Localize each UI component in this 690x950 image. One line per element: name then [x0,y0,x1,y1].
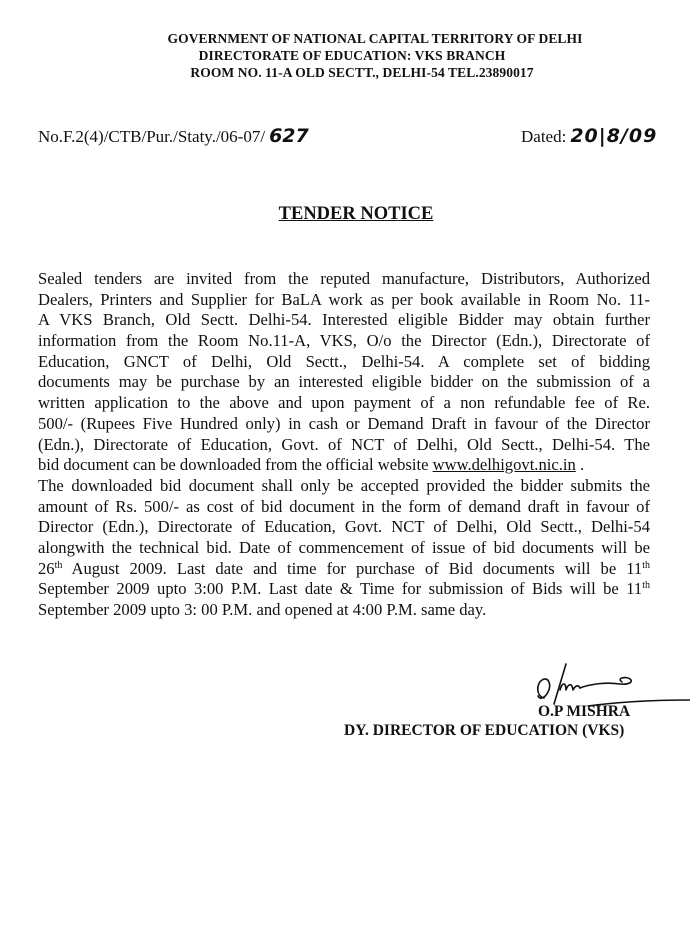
ordinal-suffix: th [642,559,650,571]
body-line: A VKS Branch, Old Sectt. Delhi-54. Interested eligible Bidder may obtain further [38,310,650,330]
signatory-name: O.P MISHRA [538,703,631,720]
body-text-span: 26 [38,558,55,578]
body-line: Sealed tenders are invited from the reputed manufacture, Distributors, Authorized [38,269,650,288]
dated-label: Dated: [521,127,567,146]
body-line: Dealers, Printers and Supplier for BaLA work as per book available in Room No. 11- [38,289,650,309]
notice-title: TENDER NOTICE [278,204,434,224]
body-line [38,579,650,600]
ordinal-suffix: th [54,559,63,571]
notice-body [38,269,650,621]
body-line [38,559,650,580]
body-text-span: August 2009. Last date and time for purchase of Bid documents will be 11 [62,558,643,578]
letterhead-directorate: DIRECTORATE OF EDUCATION: VKS BRANCH [198,48,506,63]
body-line: Director (Edn.), Directorate of Education, Govt. NCT of Delhi, Old Sectt., Delhi-54 [38,517,650,537]
body-line: 500/- (Rupees Five Hundred only) in cash or Demand Draft in favour of the Director [38,413,650,433]
letterhead-government: GOVERNMENT OF NATIONAL CAPITAL TERRITORY OF DELHI [167,31,583,46]
dated-line [521,125,657,147]
letterhead-address: ROOM NO. 11-A OLD SECTT., DELHI-54 TEL.23890017 [190,65,534,80]
reference-number-handwritten: 627 [269,125,309,147]
body-line: amount of Rs. 500/- as cost of bid document in the form of demand draft in favour of [38,496,650,516]
body-line: alongwith the technical bid. Date of commencement of issue of bid documents will be [38,537,650,557]
body-line: written application to the above and upon payment of a non refundable fee of Re. [38,393,650,413]
ordinal-suffix: th [642,580,650,592]
signatory-designation: DY. DIRECTOR OF EDUCATION (VKS) [344,722,625,739]
body-line: information from the Room No.11-A, VKS, O/o the Director (Edn.), Directorate of [38,331,650,351]
reference-number-printed: No.F.2(4)/CTB/Pur./Staty./06-07/ [38,127,266,146]
dated-handwritten: 20|8/09 [570,125,658,147]
letterhead [0,30,690,81]
body-text-span: September 2009 upto 3:00 P.M. Last date & Time for submission of Bids will be 11 [38,579,643,599]
body-text-span: . [579,455,585,475]
reference-number [38,125,309,147]
body-line: Education, GNCT of Delhi, Old Sectt., Delhi-54. A complete set of bidding [38,351,650,371]
body-text-span: bid document can be downloaded from the official website [38,455,429,475]
body-line: September 2009 upto 3: 00 P.M. and opened at 4:00 P.M. same day. [38,600,487,619]
body-line: The downloaded bid document shall only be accepted provided the bidder submits the [38,475,650,495]
body-line: (Edn.), Directorate of Education, Govt. of NCT of Delhi, Old Sectt., Delhi-54. The [38,434,650,454]
body-line: documents may be purchase by an interested eligible bidder on the submission of a [38,372,650,392]
website-link[interactable]: www.delhigovt.nic.in [432,455,576,475]
body-line [38,455,650,476]
